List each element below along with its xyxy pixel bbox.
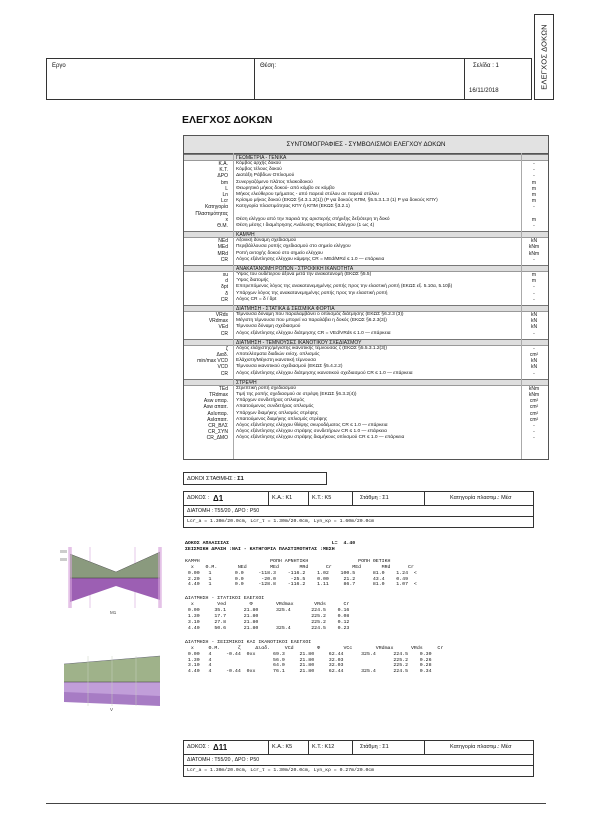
page-title: ΕΛΕΓΧΟΣ ΔΟΚΩΝ: [182, 114, 273, 126]
description-cell: Λόγος εξάντλησης ελέγχου διάτμησης CR = VEd/VRds ≤ 1.0 — επάρκεια: [236, 330, 391, 336]
unit-cell: m: [531, 179, 537, 186]
description-cell: Επιτρεπόμενος λόγος της ανακατανεμημένης ροπής προς την ελαστική ροπή (ΕΚΩΣ εξ. 5.10α, 5.10β): [236, 284, 453, 290]
table-section-title: ΑΝΑΚΑΤΑΝΟΜΗ ΡΟΠΩΝ - ΣΤΡΟΦΙΚΗ ΙΚΑΝΟΤΗΤΑ: [184, 265, 548, 272]
beam-box: [183, 491, 534, 528]
moment-diagram: [60, 544, 170, 616]
symbol-cell: Lcr: [221, 198, 228, 205]
beam-ka: Κ.Α.: Κ1: [272, 495, 293, 501]
description-cell: Κόμβος αρχής δοκού: [236, 161, 281, 166]
beam-label: ΔΟΚΟΣ :: [187, 495, 210, 501]
table-section-title: ΣΤΡΕΨΗ: [184, 379, 548, 386]
description-cell: Ροπή αντοχής δοκού στο σημείο ελέγχου: [236, 250, 323, 256]
description-cell: Αποτελέσματα διαδιών ενίσχ. οπλισμός: [236, 351, 320, 357]
description-cell: Κατηγορία πλαστιμότητας ΚΠΥ ή ΚΠΜ (ΕΚΩΣ §3.2.1): [236, 204, 350, 210]
description-cell: Απαιτούμενος συνδετήρας οπλισμός: [236, 404, 314, 410]
results-heading-2: ΣΕΙΣΜΙΚΗ ΔΡΑΣΗ :ΝΑΙ - ΚΑΤΗΓΟΡΙΑ ΠΛΑΣΤΙΜΟΤΗΤΑΣ :ΜΕΣΗ: [185, 546, 335, 552]
unit-cell: kN: [530, 324, 538, 331]
unit-cell: cm²: [529, 404, 539, 411]
table-section-title: ΔΙΑΤΜΗΣΗ - ΤΕΜΝΟΥΣΕΣ ΙΚΑΝΟΤΙΚΟΥ ΣΧΕΔΙΑΣΜΟΥ: [184, 339, 548, 346]
description-cell: Περιβάλλουσα ροπής σχεδιασμού στο σημείο ελέγχου: [236, 244, 351, 250]
unit-cell: -: [533, 256, 535, 263]
symbol-cell: Κ.Τ.: [219, 167, 228, 174]
unit-cell: -: [533, 429, 535, 436]
description-cell: Λόγος CR = δ / δpt: [236, 296, 277, 302]
description-cell: Συνεργαζόμενο πλάτος πλακοδοκού: [236, 179, 313, 185]
description-cell: Διατάξη Ράβδων Οπλισμού: [236, 173, 295, 179]
symbol-cell: Κατηγορία: [204, 204, 228, 211]
description-cell: Μέγιστη τέμνουσα που μπορεί να παραλάβει η δοκός (ΕΚΩΣ §6.2.3(3)): [236, 318, 387, 324]
unit-cell: -: [533, 284, 535, 291]
description-cell: Λόγος εξάντλησης ελέγχου διάτμησης ικανοτικού σχεδιασμού CR ≤ 1.0 — επάρκεια: [236, 370, 413, 376]
description-cell: Θέση ελέγχου από την παρειά της αριστερής στήριξης δεξιότερη τη δοκό: [236, 216, 390, 222]
thesi-label: Θέση:: [260, 63, 277, 69]
description-cell: Τέμνουσα δύναμη που παραλαμβάνει ο οπλισμός διάτμησης (ΕΚΩΣ §6.2.3 (3)): [236, 312, 404, 317]
description-cell: Λόγος εξάντλησης ελέγχου κάμψης CR = MEd/MRd ≤ 1.0 — επάρκεια: [236, 256, 385, 262]
symbol-cell: δpt: [221, 284, 228, 291]
side-title: ΕΛΕΓΧΟΣ ΔΟΚΩΝ: [539, 24, 549, 90]
results-seismic: ΔΙΑΤΜΗΣΗ - ΣΕΙΣΜΙΚΟΙ ΚΑΙ ΙΚΑΝΟΤΙΚΟΙ ΕΛΕΓΧΟΙ x Θ.Μ. ζ Διαδ. VCd Φ VCc VRdmax VRds Cr 0.00 4 -0.44 0xx 69.3 21.80 62.44 325.4 224.5 0.30 1.30 4 56.9 21.80 32.03 225.2 0.26 3.10 4 64.0 21.80 32.03 225.2 0.28 4.40 4 -0.44 0xx 76.1 21.80 62.44 325.4 224.5 0.34: [185, 639, 444, 675]
symbol-cell: MEd: [217, 244, 228, 251]
symbol-cell: Πλαστιμότητας: [195, 210, 228, 217]
description-cell: Κόμβος τέλους δοκού: [236, 167, 282, 173]
page-header: [46, 58, 532, 100]
beam-name: Δ11: [213, 743, 228, 752]
unit-cell: -: [533, 204, 535, 211]
beam-stathmi: Στάθμη : Σ1: [360, 495, 389, 501]
page-number: Σελίδα : 1: [473, 63, 499, 69]
table-section-title: ΚΑΜΨΗ: [184, 231, 548, 238]
symbol-cell: CR_ΣΥΝ: [207, 429, 228, 436]
unit-cell: kNm: [528, 391, 540, 398]
description-cell: Απαιτούμενος διαμήκης οπλισμός στρέψης: [236, 416, 328, 422]
beam-category: Κατηγορία πλαστιμ.: Μέσ: [450, 495, 512, 501]
unit-cell: m: [531, 272, 537, 278]
description-cell: Τέμνουσα ικανοτικού σχεδιασμού (ΕΚΩΣ §5.4.2.2): [236, 364, 343, 370]
unit-cell: cm²: [529, 398, 539, 405]
symbol-cell: Κ.Α.: [218, 161, 228, 167]
description-cell: Υπάρχων λόγος της ανακατανεμημένης ροπής προς την ελαστική ροπή: [236, 290, 388, 296]
symbol-cell: min/max VCD: [197, 358, 228, 365]
unit-cell: m: [531, 278, 537, 285]
side-title-box: [534, 14, 554, 100]
beam-box: [183, 740, 534, 777]
description-cell: Υπάρχων διαμήκης οπλισμός στρέψης: [236, 410, 318, 416]
erga-label: Εργο: [52, 63, 66, 69]
symbol-cell: bm: [221, 179, 228, 186]
beam-results: [185, 541, 535, 675]
description-cell: Αξονική δύναμη σχεδιασμού: [236, 238, 297, 244]
symbol-cell: δ: [225, 290, 228, 297]
description-cell: Στρεπτική ροπή σχεδιασμού: [236, 385, 296, 391]
symbol-cell: TEd: [218, 385, 228, 392]
symbols-table-title: ΣΥΝΤΟΜΟΓΡΑΦΙΕΣ - ΣΥΜΒΟΛΙΣΜΟΙ ΕΛΕΓΧΟΥ ΔΟΚΩΝ: [184, 136, 548, 154]
description-cell: Τιμή της ροπής σχεδιασμού σε στρέψη (ΕΚΩΣ §6.3.2(4)): [236, 391, 357, 397]
beam-selection: [183, 472, 327, 485]
symbol-cell: L: [225, 185, 228, 192]
table-row: [184, 435, 548, 441]
table-section: [184, 154, 548, 229]
unit-cell: m: [531, 198, 537, 205]
unit-cell: -: [533, 290, 535, 297]
unit-cell: kN: [530, 358, 538, 365]
results-heading-1: ΔΟΚΟΣ ΑΠΛΑΙΣΙΑΣ L= 4.40: [185, 541, 356, 546]
page-date: 16/11/2018: [469, 88, 499, 94]
symbol-cell: Διαδ.: [216, 351, 228, 358]
page-cell: [465, 59, 531, 99]
description-cell: Μήκος ελεύθερου τμήματος - από παρειά στύλου σε παρειά στύλου: [236, 191, 379, 197]
symbol-cell: Ln: [222, 191, 228, 198]
description-cell: Ελάχιστη/Μέγιστη ικανοτική τέμνουσα: [236, 358, 316, 364]
unit-cell: -: [533, 296, 535, 303]
symbol-cell: x: [225, 216, 228, 223]
unit-cell: m: [531, 185, 537, 192]
thesi-cell: [255, 59, 465, 99]
unit-cell: -: [533, 173, 535, 180]
table-section-title: ΓΕΩΜΕΤΡΙΑ - ΓΕΝΙΚΑ: [184, 154, 548, 161]
unit-cell: -: [533, 222, 535, 229]
shear-bottom-label: V: [110, 707, 114, 712]
table-row: [184, 257, 548, 263]
table-section: [184, 265, 548, 303]
description-cell: Κρίσιμο μήκος δοκού (ΕΚΩΣ §4.3.1.2(1)) (Ρ για δοκούς ΚΠΜ, §5.5.3.1.3 (1) Ρ για δοκούς ΚΠΥ): [236, 198, 438, 204]
table-section: [184, 231, 548, 263]
unit-cell: kN: [530, 312, 538, 318]
description-cell: Θέση μέσης Ι διαμέτρησης Ανάλυσης Φορτίσεις Ελέγχου (1 ως 4): [236, 222, 375, 228]
beam-lengths: Lcr_a = 1.30m/20.0cm, Lcr_τ = 1.30m/20.0cm, Lyn_κρ = 1.60m/20.0cm: [187, 519, 375, 524]
unit-cell: kN: [530, 238, 538, 245]
unit-cell: -: [533, 167, 535, 174]
symbol-cell: CR_ΔΜΟ: [206, 435, 228, 442]
symbol-cell: Asw υπαρ.: [203, 398, 228, 405]
unit-cell: cm²: [529, 410, 539, 417]
unit-cell: m: [531, 191, 537, 198]
beam-category: Κατηγορία πλαστιμ.: Μέσ: [450, 744, 512, 750]
symbol-cell: NEd: [218, 238, 228, 245]
beam-section: ΔΙΑΤΟΜΗ : Τ55/20 , ΔΡΟ : Ρ50: [184, 506, 533, 517]
description-cell: Θεωρητικό μήκος δοκού- από κόμβο σε κόμβο: [236, 185, 335, 191]
beam-lengths: Lcr_a = 1.30m/20.0cm, Lcr_τ = 1.30m/20.0cm, Lyn_κρ = 0.27m/20.0cm: [187, 768, 375, 773]
symbol-cell: CR: [220, 330, 228, 337]
results-diatmisi: ΔΙΑΤΜΗΣΗ - ΣΤΑΤΙΚΟΙ ΕΛΕΓΧΟΙ x Ved Φ VRdmax VRds Cr 0.00 35.1 21.80 325.4 224.5 0.16 1.30 17.7 21.80 225.2 0.08 3.10 27.8 21.80 225.2 0.12 4.40 50.6 21.80 325.4 224.5 0.23: [185, 596, 350, 631]
description-cell: Ύψος του ουδέτερου άξονα μετά την ανακατανομή (ΕΚΩΣ §5.5): [236, 272, 372, 277]
unit-cell: kN: [530, 318, 538, 325]
unit-cell: m: [531, 216, 537, 223]
symbol-cell: Asw απαιτ.: [203, 404, 228, 411]
symbol-cell: ΔΡΟ: [217, 173, 228, 180]
shear-diagram: [60, 652, 170, 712]
unit-cell: kNm: [528, 385, 540, 392]
unit-cell: -: [533, 330, 535, 337]
symbol-cell: ΑsΙυπαρ.: [207, 410, 228, 417]
unit-cell: cm²: [529, 351, 539, 358]
beam-label: ΔΟΚΟΣ :: [187, 744, 210, 750]
erga-cell: [47, 59, 255, 99]
unit-cell: -: [533, 435, 535, 442]
table-section: [184, 379, 548, 442]
table-row: [184, 297, 548, 303]
unit-cell: -: [533, 370, 535, 377]
table-row: [184, 331, 548, 337]
unit-cell: -: [533, 422, 535, 429]
symbol-cell: VRds: [215, 312, 228, 318]
symbol-cell: CR: [220, 370, 228, 377]
table-row: [184, 223, 548, 229]
table-section: [184, 339, 548, 377]
symbols-table: [183, 135, 549, 460]
results-kampsi: ΚΑΜΨΗ ΡΟΠΗ ΑΡΝΗΤΙΚΗ ΡΟΠΗ ΘΕΤΙΚΗ x Θ.Μ. NEd MEd MRd Cr MEd MRd Cr 0.00 1 0.0 -118.3 -116.2 1.02 100.5 81.0 1.24 < 2.20 1 0.0 -20.0 -25.5 0.00 21.2 43.4 0.49 4.40 1 0.0 -128.8 -116.2 1.11 86.7 81.0 1.07 <: [185, 558, 417, 588]
beam-stathmi: Στάθμη : Σ1: [360, 744, 389, 750]
unit-cell: kNm: [528, 244, 540, 251]
unit-cell: cm²: [529, 416, 539, 423]
symbol-cell: ζ: [225, 345, 228, 352]
symbol-cell: CR: [220, 296, 228, 303]
table-row: [184, 371, 548, 377]
beam-ka: Κ.Α.: Κ5: [272, 744, 293, 750]
symbol-cell: TRdmax: [209, 391, 228, 398]
moment-bottom-label: M1: [110, 610, 117, 615]
table-section: [184, 305, 548, 337]
symbol-cell: xu: [222, 272, 228, 278]
symbol-cell: d: [225, 278, 228, 285]
symbol-cell: VEd: [218, 324, 228, 331]
description-cell: Λόγος ελάχιστης/μέγιστης ικανοτικής τέμνουσας ζ (ΕΚΩΣ §5.5.3.1.2(3)): [236, 345, 387, 351]
description-cell: Λόγος εξάντλησης ελέγχου θλίψης σκυροδέματος CR ≤ 1.0 — επάρκεια: [236, 422, 388, 428]
symbol-cell: VRdmax: [208, 318, 228, 325]
description-cell: Λόγος εξάντλησης ελέγχου στρέψης συνδετήρων CR ≤ 1.0 — επάρκεια: [236, 429, 387, 435]
beam-selection-label: ΔΟΚΟΙ ΣΤΑΘΜΗΣ :: [187, 476, 236, 482]
table-section-title: ΔΙΑΤΜΗΣΗ - ΣΤΑΤΙΚΑ & ΣΕΙΣΜΙΚΑ ΦΟΡΤΙΑ: [184, 305, 548, 312]
description-cell: Υπάρχων συνδετήρας οπλισμός: [236, 398, 305, 404]
beam-kt: Κ.Τ.: Κ5: [312, 495, 332, 501]
description-cell: Τέμνουσα δύναμη σχεδιασμού: [236, 324, 301, 330]
footer-rule: [46, 803, 546, 804]
beam-kt: Κ.Τ.: Κ12: [312, 744, 335, 750]
description-cell: Λόγος εξάντλησης ελέγχου στρέψης διαμήκους οπλισμού CR ≤ 1.0 — επάρκεια: [236, 435, 405, 441]
symbol-cell: CR: [220, 256, 228, 263]
beam-section: ΔΙΑΤΟΜΗ : Τ55/20 , ΔΡΟ : Ρ50: [184, 755, 533, 766]
beam-selection-value: Σ1: [237, 476, 244, 482]
description-cell: Ύψος διατομής: [236, 278, 269, 284]
symbol-cell: MRd: [217, 250, 228, 257]
unit-cell: kNm: [528, 250, 540, 257]
unit-cell: -: [533, 161, 535, 167]
symbol-cell: Θ.Μ.: [217, 222, 228, 229]
unit-cell: kN: [530, 364, 538, 371]
symbol-cell: VCD: [217, 364, 228, 371]
unit-cell: -: [533, 345, 535, 352]
beam-name: Δ1: [213, 494, 224, 503]
symbol-cell: ΑsΙαπαιτ.: [207, 416, 228, 423]
symbol-cell: CR_ΒΛΣ: [208, 422, 228, 429]
